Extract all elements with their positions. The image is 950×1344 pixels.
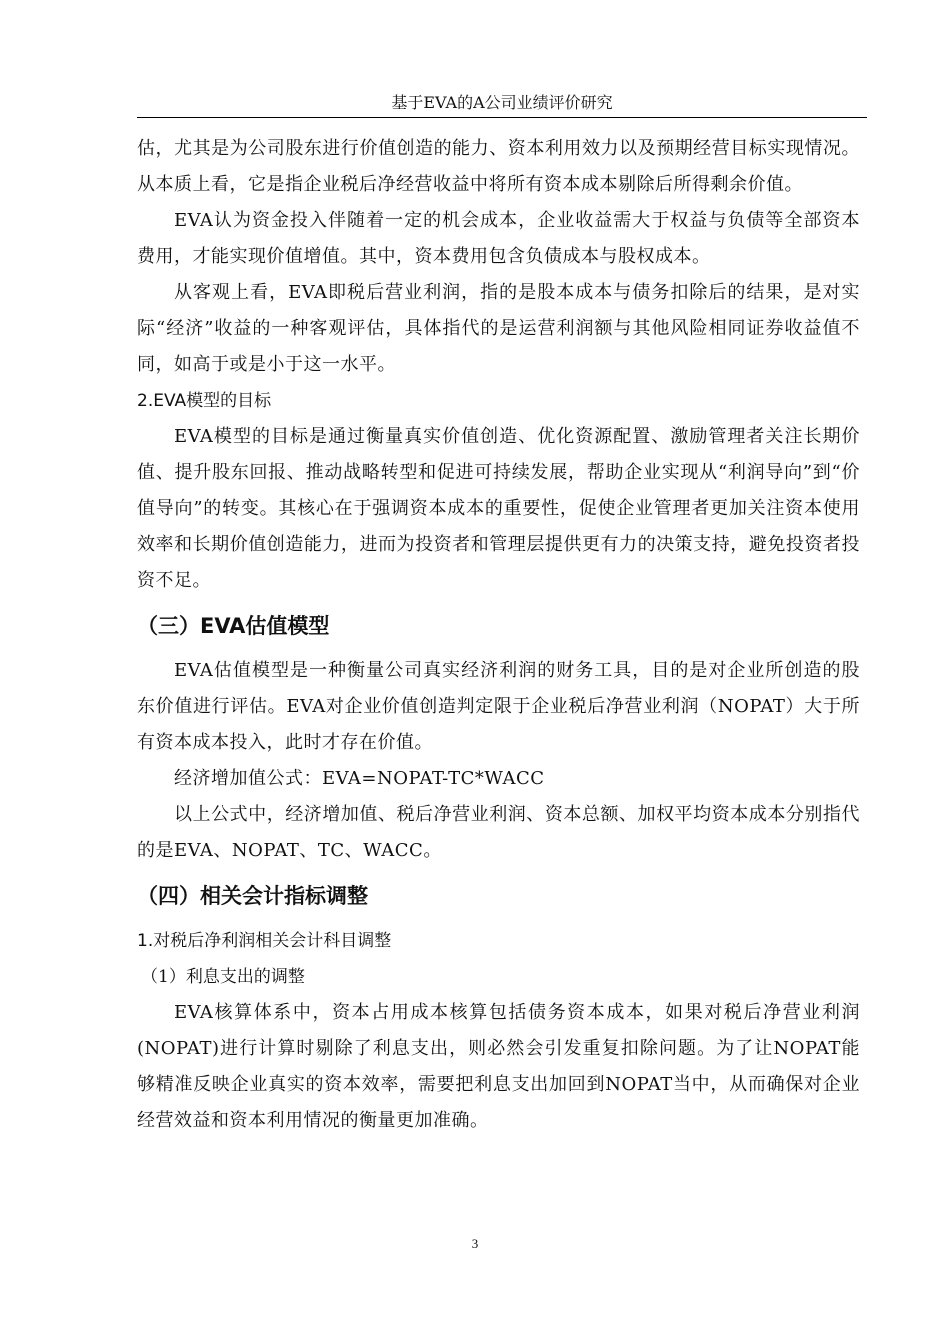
running-header: 基于EVA的A公司业绩评价研究 — [391, 93, 613, 112]
paragraph: 从客观上看，EVA即税后营业利润，指的是股本成本与债务扣除后的结果，是对实际“经济”收益的一种客观评估，具体指代的是运营利润额与其他风险相同证券收益值不同，如高于或是小于这一水平。 — [137, 282, 860, 375]
paragraph: 以上公式中，经济增加值、税后净营业利润、资本总额、加权平均资本成本分别指代的是EVA、NOPAT、TC、WACC。 — [137, 804, 860, 861]
paragraph: EVA核算体系中，资本占用成本核算包括债务资本成本，如果对税后净营业利润(NOPAT)进行计算时剔除了利息支出，则必然会引发重复扣除问题。为了让NOPAT能够精准反映企业真实的资本效率，需要把利息支出加回到NOPAT当中，从而确保对企业经营效益和资本利用情况的衡量更加准确。 — [137, 1002, 860, 1131]
header-divider — [137, 117, 867, 118]
subsection-heading: 1.对税后净利润相关会计科目调整 — [137, 931, 392, 951]
section-heading: （三）EVA估值模型 — [137, 614, 330, 638]
paragraph: EVA认为资金投入伴随着一定的机会成本，企业收益需大于权益与负债等全部资本费用，才能实现价值增值。其中，资本费用包含负债成本与股权成本。 — [137, 210, 860, 267]
subsection-heading: 2.EVA模型的目标 — [137, 391, 272, 411]
page-number: 3 — [471, 1236, 479, 1251]
paragraph: 估，尤其是为公司股东进行价值创造的能力、资本利用效力以及预期经营目标实现情况。从本质上看，它是指企业税后净经营收益中将所有资本成本剔除后所得剩余价值。 — [137, 138, 860, 195]
page-body — [137, 131, 860, 1139]
paragraph: EVA估值模型是一种衡量公司真实经济利润的财务工具，目的是对企业所创造的股东价值进行评估。EVA对企业价值创造判定限于企业税后净营业利润（NOPAT）大于所有资本成本投入，此时才存在价值。 — [137, 660, 860, 753]
sub-item-heading: （1）利息支出的调整 — [141, 967, 305, 987]
paragraph: EVA模型的目标是通过衡量真实价值创造、优化资源配置、激励管理者关注长期价值、提升股东回报、推动战略转型和促进可持续发展，帮助企业实现从“利润导向”到“价值导向”的转变。其核心在于强调资本成本的重要性，促使企业管理者更加关注资本使用效率和长期价值创造能力，进而为投资者和管理层提供更有力的决策支持，避免投资者投资不足。 — [137, 426, 860, 591]
section-heading: （四）相关会计指标调整 — [137, 884, 368, 908]
formula-line: 经济增加值公式：EVA=NOPAT-TC*WACC — [174, 768, 545, 789]
